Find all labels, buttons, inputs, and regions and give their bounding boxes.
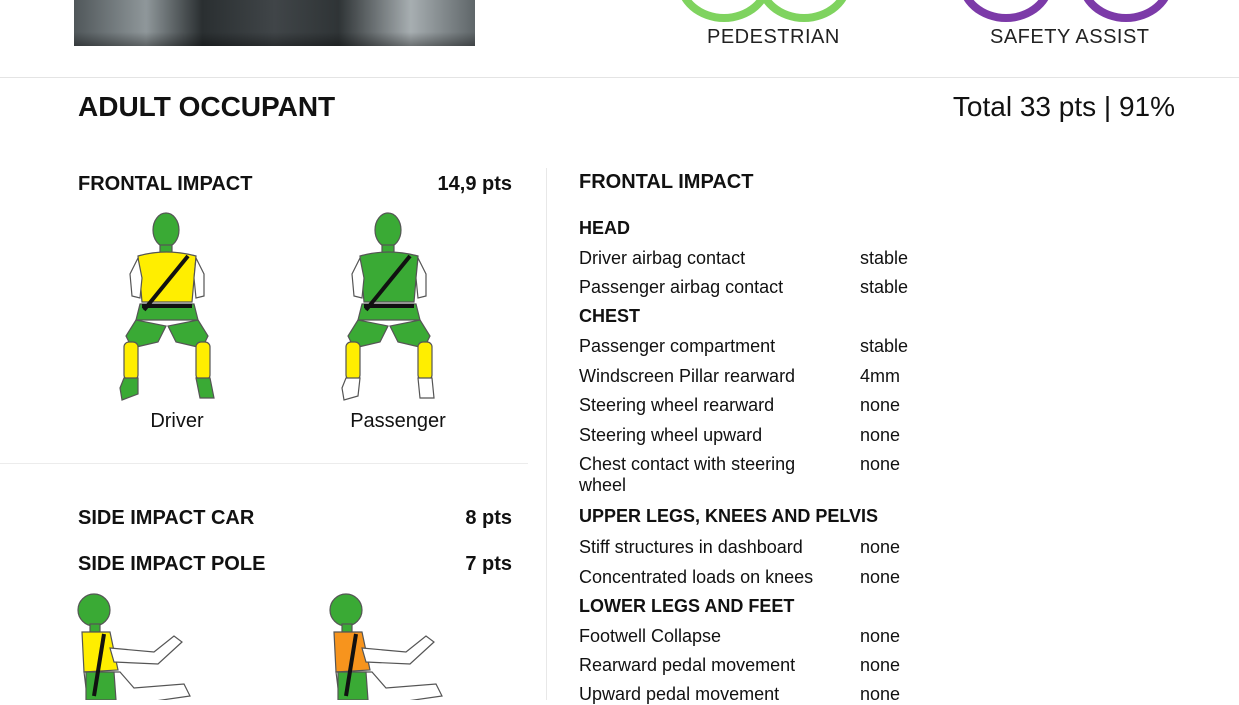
frontal-impact-title: FRONTAL IMPACT	[78, 173, 253, 195]
left-row-divider	[0, 463, 528, 464]
group-upper-legs: UPPER LEGS, KNEES AND PELVIS	[579, 506, 879, 526]
detail-value: 4mm	[860, 366, 900, 386]
side-pole-dummy-diagram	[326, 592, 456, 700]
safety-assist-score-ring-right	[1078, 0, 1174, 22]
detail-label: Passenger airbag contact	[579, 277, 784, 297]
detail-label: Steering wheel upward	[579, 425, 763, 445]
vehicle-photo	[74, 0, 475, 46]
detail-label: Concentrated loads on knees	[579, 567, 814, 587]
passenger-dummy-diagram	[340, 212, 440, 404]
pedestrian-score-ring	[676, 0, 772, 22]
group-lower-legs: LOWER LEGS AND FEET	[579, 596, 795, 616]
right-frontal-impact-title: FRONTAL IMPACT	[579, 171, 754, 193]
detail-label: Footwell Collapse	[579, 626, 722, 646]
driver-caption: Driver	[150, 410, 204, 432]
detail-value: stable	[860, 336, 909, 356]
detail-label: Windscreen Pillar rearward	[579, 366, 796, 386]
side-impact-car-points: 8 pts	[465, 507, 512, 529]
column-divider	[546, 168, 547, 700]
detail-value: none	[860, 537, 901, 557]
section-total: Total 33 pts | 91%	[952, 91, 1175, 122]
detail-value: none	[860, 626, 901, 646]
detail-value: none	[860, 567, 901, 587]
group-head: HEAD	[579, 218, 631, 238]
detail-label: Upward pedal movement	[579, 684, 780, 704]
detail-label: Passenger compartment	[579, 336, 776, 356]
section-title: ADULT OCCUPANT	[78, 91, 336, 122]
detail-label: Steering wheel rearward	[579, 395, 775, 415]
top-divider	[0, 77, 1239, 78]
detail-value: none	[860, 425, 901, 445]
detail-label: Rearward pedal movement	[579, 655, 796, 675]
side-impact-pole-points: 7 pts	[465, 553, 512, 575]
passenger-caption: Passenger	[350, 410, 446, 432]
detail-value: stable	[860, 277, 909, 297]
pedestrian-score-ring-right	[756, 0, 852, 22]
detail-value: none	[860, 684, 901, 704]
group-chest: CHEST	[579, 306, 641, 326]
side-impact-pole-title: SIDE IMPACT POLE	[78, 553, 266, 575]
detail-value: none	[860, 655, 901, 675]
detail-value: stable	[860, 248, 909, 268]
detail-label: Chest contact with steering wheel	[579, 454, 796, 495]
detail-label: Driver airbag contact	[579, 248, 746, 268]
detail-value: none	[860, 395, 901, 415]
driver-dummy-diagram	[118, 212, 218, 404]
frontal-impact-points: 14,9 pts	[437, 173, 512, 195]
detail-label: Stiff structures in dashboard	[579, 537, 803, 557]
pedestrian-label: PEDESTRIAN	[707, 26, 840, 48]
detail-value: none	[860, 454, 901, 474]
safety-assist-label: SAFETY ASSIST	[990, 26, 1150, 48]
side-impact-car-title: SIDE IMPACT CAR	[78, 507, 255, 529]
side-car-dummy-diagram	[74, 592, 204, 700]
safety-assist-score-ring	[958, 0, 1054, 22]
